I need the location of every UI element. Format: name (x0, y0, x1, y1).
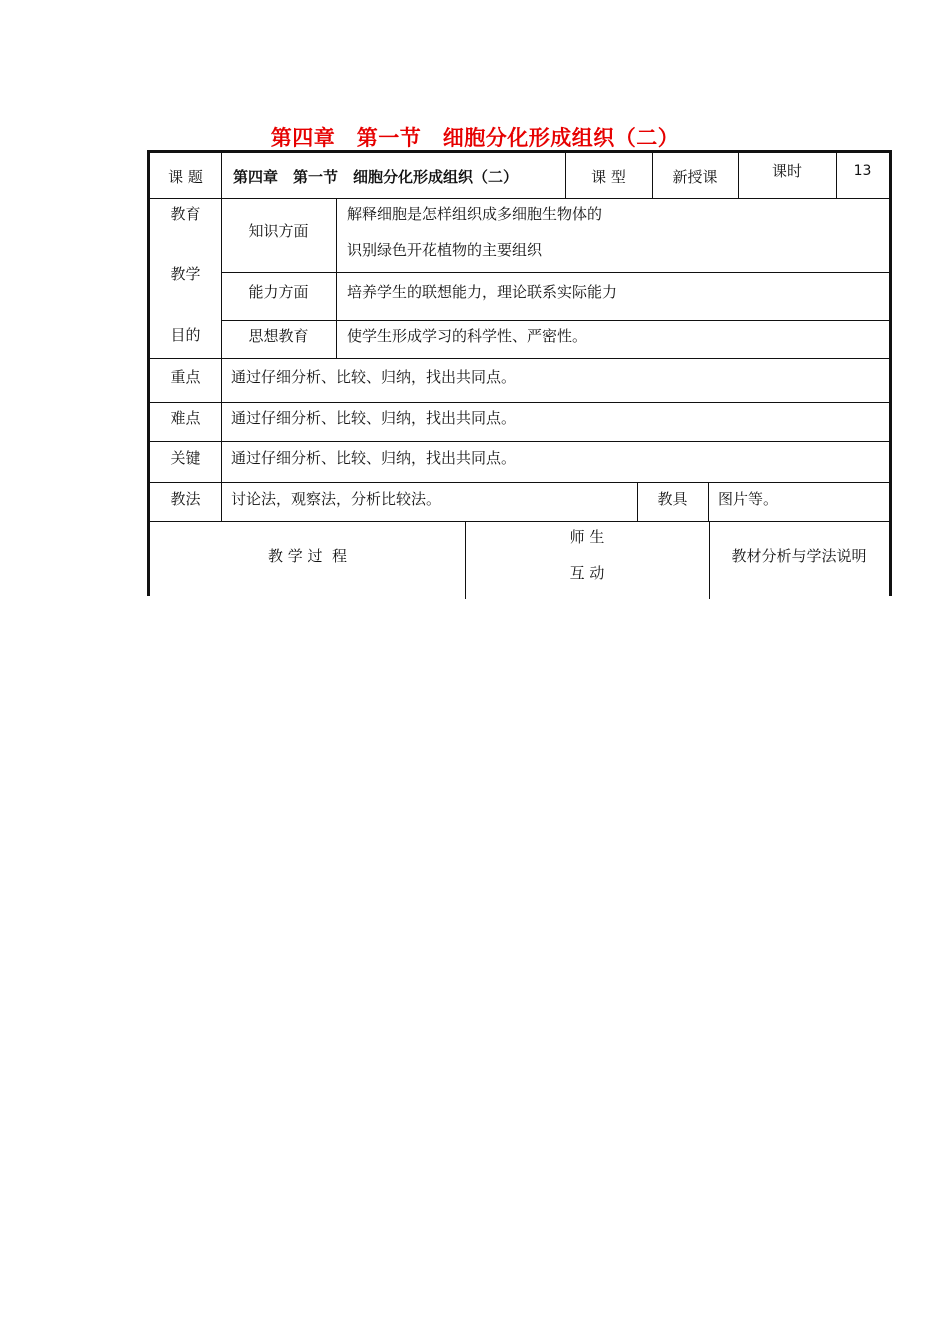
col-divider (336, 198, 337, 358)
row-divider (150, 521, 889, 522)
row-divider (221, 320, 889, 321)
knowledge-line2: 识别绿色开花植物的主要组织 (347, 241, 543, 259)
page-title: 第四章 第一节 细胞分化形成组织（二） (270, 126, 680, 150)
process-label: 教 学 过 程 (267, 547, 348, 565)
subject-value: 第四章 第一节 细胞分化形成组织（二） (233, 168, 519, 186)
type-label: 课 型 (591, 168, 626, 186)
difficulty-value: 通过仔细分析、比较、归纳，找出共同点。 (231, 409, 517, 427)
ideology-label: 思想教育 (248, 327, 309, 345)
crux-label: 关键 (170, 449, 201, 467)
lesson-plan-table (147, 150, 892, 596)
row-divider (150, 358, 889, 359)
row-divider (150, 482, 889, 483)
goals-label-line1: 教育 (170, 205, 201, 223)
interaction-line2: 互 动 (569, 564, 605, 582)
row-divider (150, 402, 889, 403)
tools-value: 图片等。 (718, 490, 779, 508)
tools-label: 教具 (657, 490, 688, 508)
row-divider (150, 198, 889, 199)
key-point-label: 重点 (170, 368, 201, 386)
row-divider (150, 441, 889, 442)
method-value: 讨论法，观察法，分析比较法。 (231, 490, 442, 508)
knowledge-label: 知识方面 (248, 222, 309, 240)
period-label: 课时 (771, 162, 802, 180)
row-divider (221, 272, 889, 273)
type-value: 新授课 (672, 168, 718, 186)
key-point-value: 通过仔细分析、比较、归纳，找出共同点。 (231, 368, 517, 386)
ability-value: 培养学生的联想能力，理论联系实际能力 (347, 283, 618, 301)
interaction-line1: 师 生 (569, 528, 605, 546)
ability-label: 能力方面 (248, 283, 309, 301)
knowledge-line1: 解释细胞是怎样组织成多细胞生物体的 (347, 205, 603, 223)
method-label: 教法 (170, 490, 201, 508)
analysis-label: 教材分析与学法说明 (731, 547, 867, 565)
goals-label-line3: 目的 (170, 326, 201, 344)
period-value: 13 (853, 163, 872, 179)
subject-label: 课 题 (168, 168, 203, 186)
goals-label-line2: 教学 (170, 265, 201, 283)
difficulty-label: 难点 (170, 409, 201, 427)
ideology-value: 使学生形成学习的科学性、严密性。 (347, 327, 588, 345)
crux-value: 通过仔细分析、比较、归纳，找出共同点。 (231, 449, 517, 467)
col-divider (708, 482, 709, 522)
